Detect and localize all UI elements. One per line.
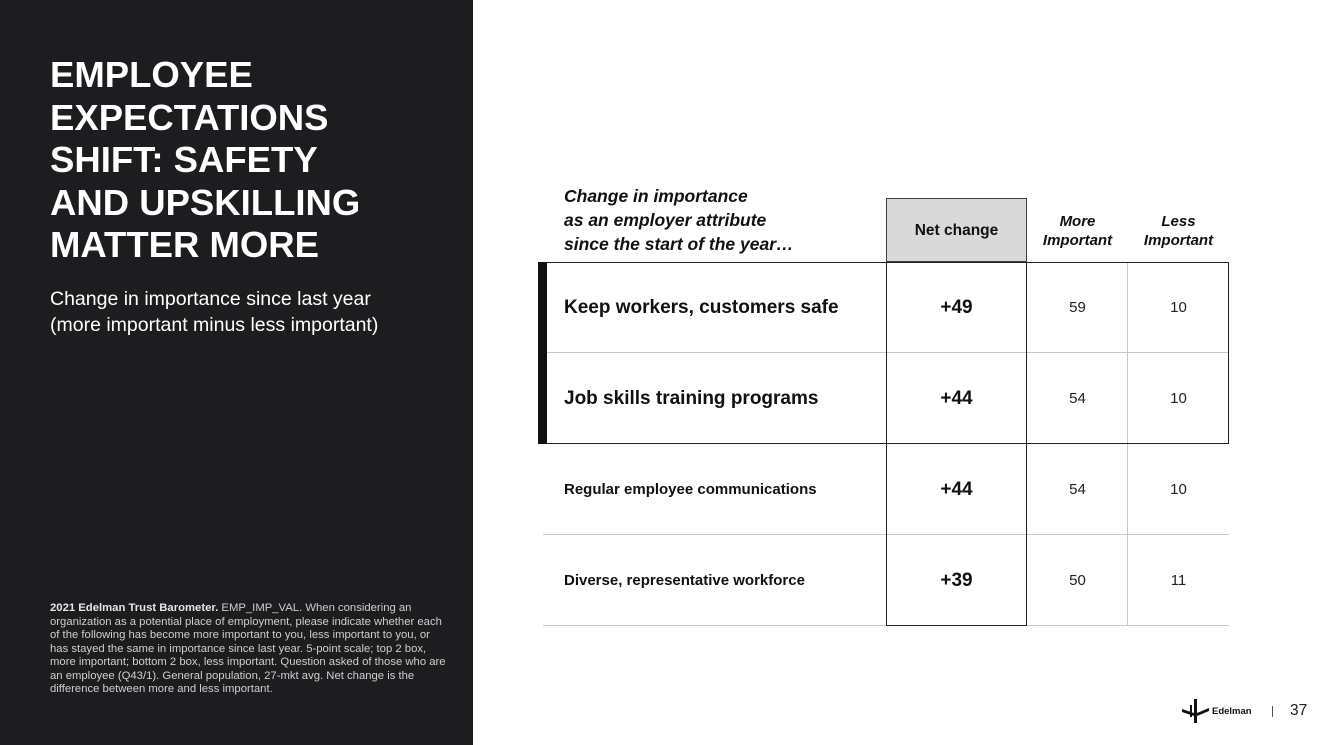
footer-divider bbox=[1272, 706, 1273, 717]
net-change-value: +39 bbox=[940, 569, 973, 591]
less-important-value: 10 bbox=[1170, 481, 1187, 498]
table-row bbox=[543, 262, 1229, 353]
logo-text: Edelman bbox=[1212, 705, 1252, 717]
table-title: Change in importance as an employer attribute since the start of the year… bbox=[564, 186, 794, 254]
row-label: Diverse, representative workforce bbox=[564, 572, 805, 589]
left-panel bbox=[0, 0, 473, 745]
source-note-text: EMP_IMP_VAL. When considering an organization as a potential place of employment, please indicate whether each of the following has become more important to you, less important to you, or has stayed the same in importance since last year. 5-point scale; top 2 box, more important; bottom 2 box, less important. Question asked of those who are an employee (Q43/1). General population, 27-mkt avg. Net change is the difference between more and less important. bbox=[50, 602, 446, 695]
net-change-value: +49 bbox=[940, 296, 973, 318]
more-important-value: 50 bbox=[1069, 572, 1086, 589]
column-header-net-change: Net change bbox=[886, 198, 1027, 262]
edelman-logo bbox=[1182, 698, 1252, 724]
source-note-bold: 2021 Edelman Trust Barometer. bbox=[50, 602, 219, 614]
row-label: Job skills training programs bbox=[564, 387, 819, 409]
column-header-more-important: More Important bbox=[1042, 213, 1113, 249]
row-label: Regular employee communications bbox=[564, 481, 817, 498]
more-important-value: 54 bbox=[1069, 390, 1086, 407]
source-note bbox=[50, 602, 450, 697]
more-important-value: 54 bbox=[1069, 481, 1086, 498]
edelman-logo-icon bbox=[1182, 699, 1210, 723]
table-row bbox=[543, 444, 1229, 535]
table-row bbox=[543, 535, 1229, 626]
row-label: Keep workers, customers safe bbox=[564, 296, 839, 318]
less-important-value: 11 bbox=[1170, 572, 1187, 589]
net-change-value: +44 bbox=[940, 478, 973, 500]
slide-subtitle: Change in importance since last year (more important minus less important) bbox=[50, 288, 379, 336]
page-number: 37 bbox=[1290, 702, 1308, 719]
table-row bbox=[543, 353, 1229, 444]
less-important-value: 10 bbox=[1170, 390, 1187, 407]
column-header-less-important: Less Important bbox=[1143, 213, 1214, 249]
more-important-value: 59 bbox=[1069, 299, 1086, 316]
slide-title: EMPLOYEE EXPECTATIONS SHIFT: SAFETY AND UPSKILLING MATTER MORE bbox=[50, 54, 361, 265]
less-important-value: 10 bbox=[1170, 299, 1187, 316]
net-change-value: +44 bbox=[940, 387, 973, 409]
